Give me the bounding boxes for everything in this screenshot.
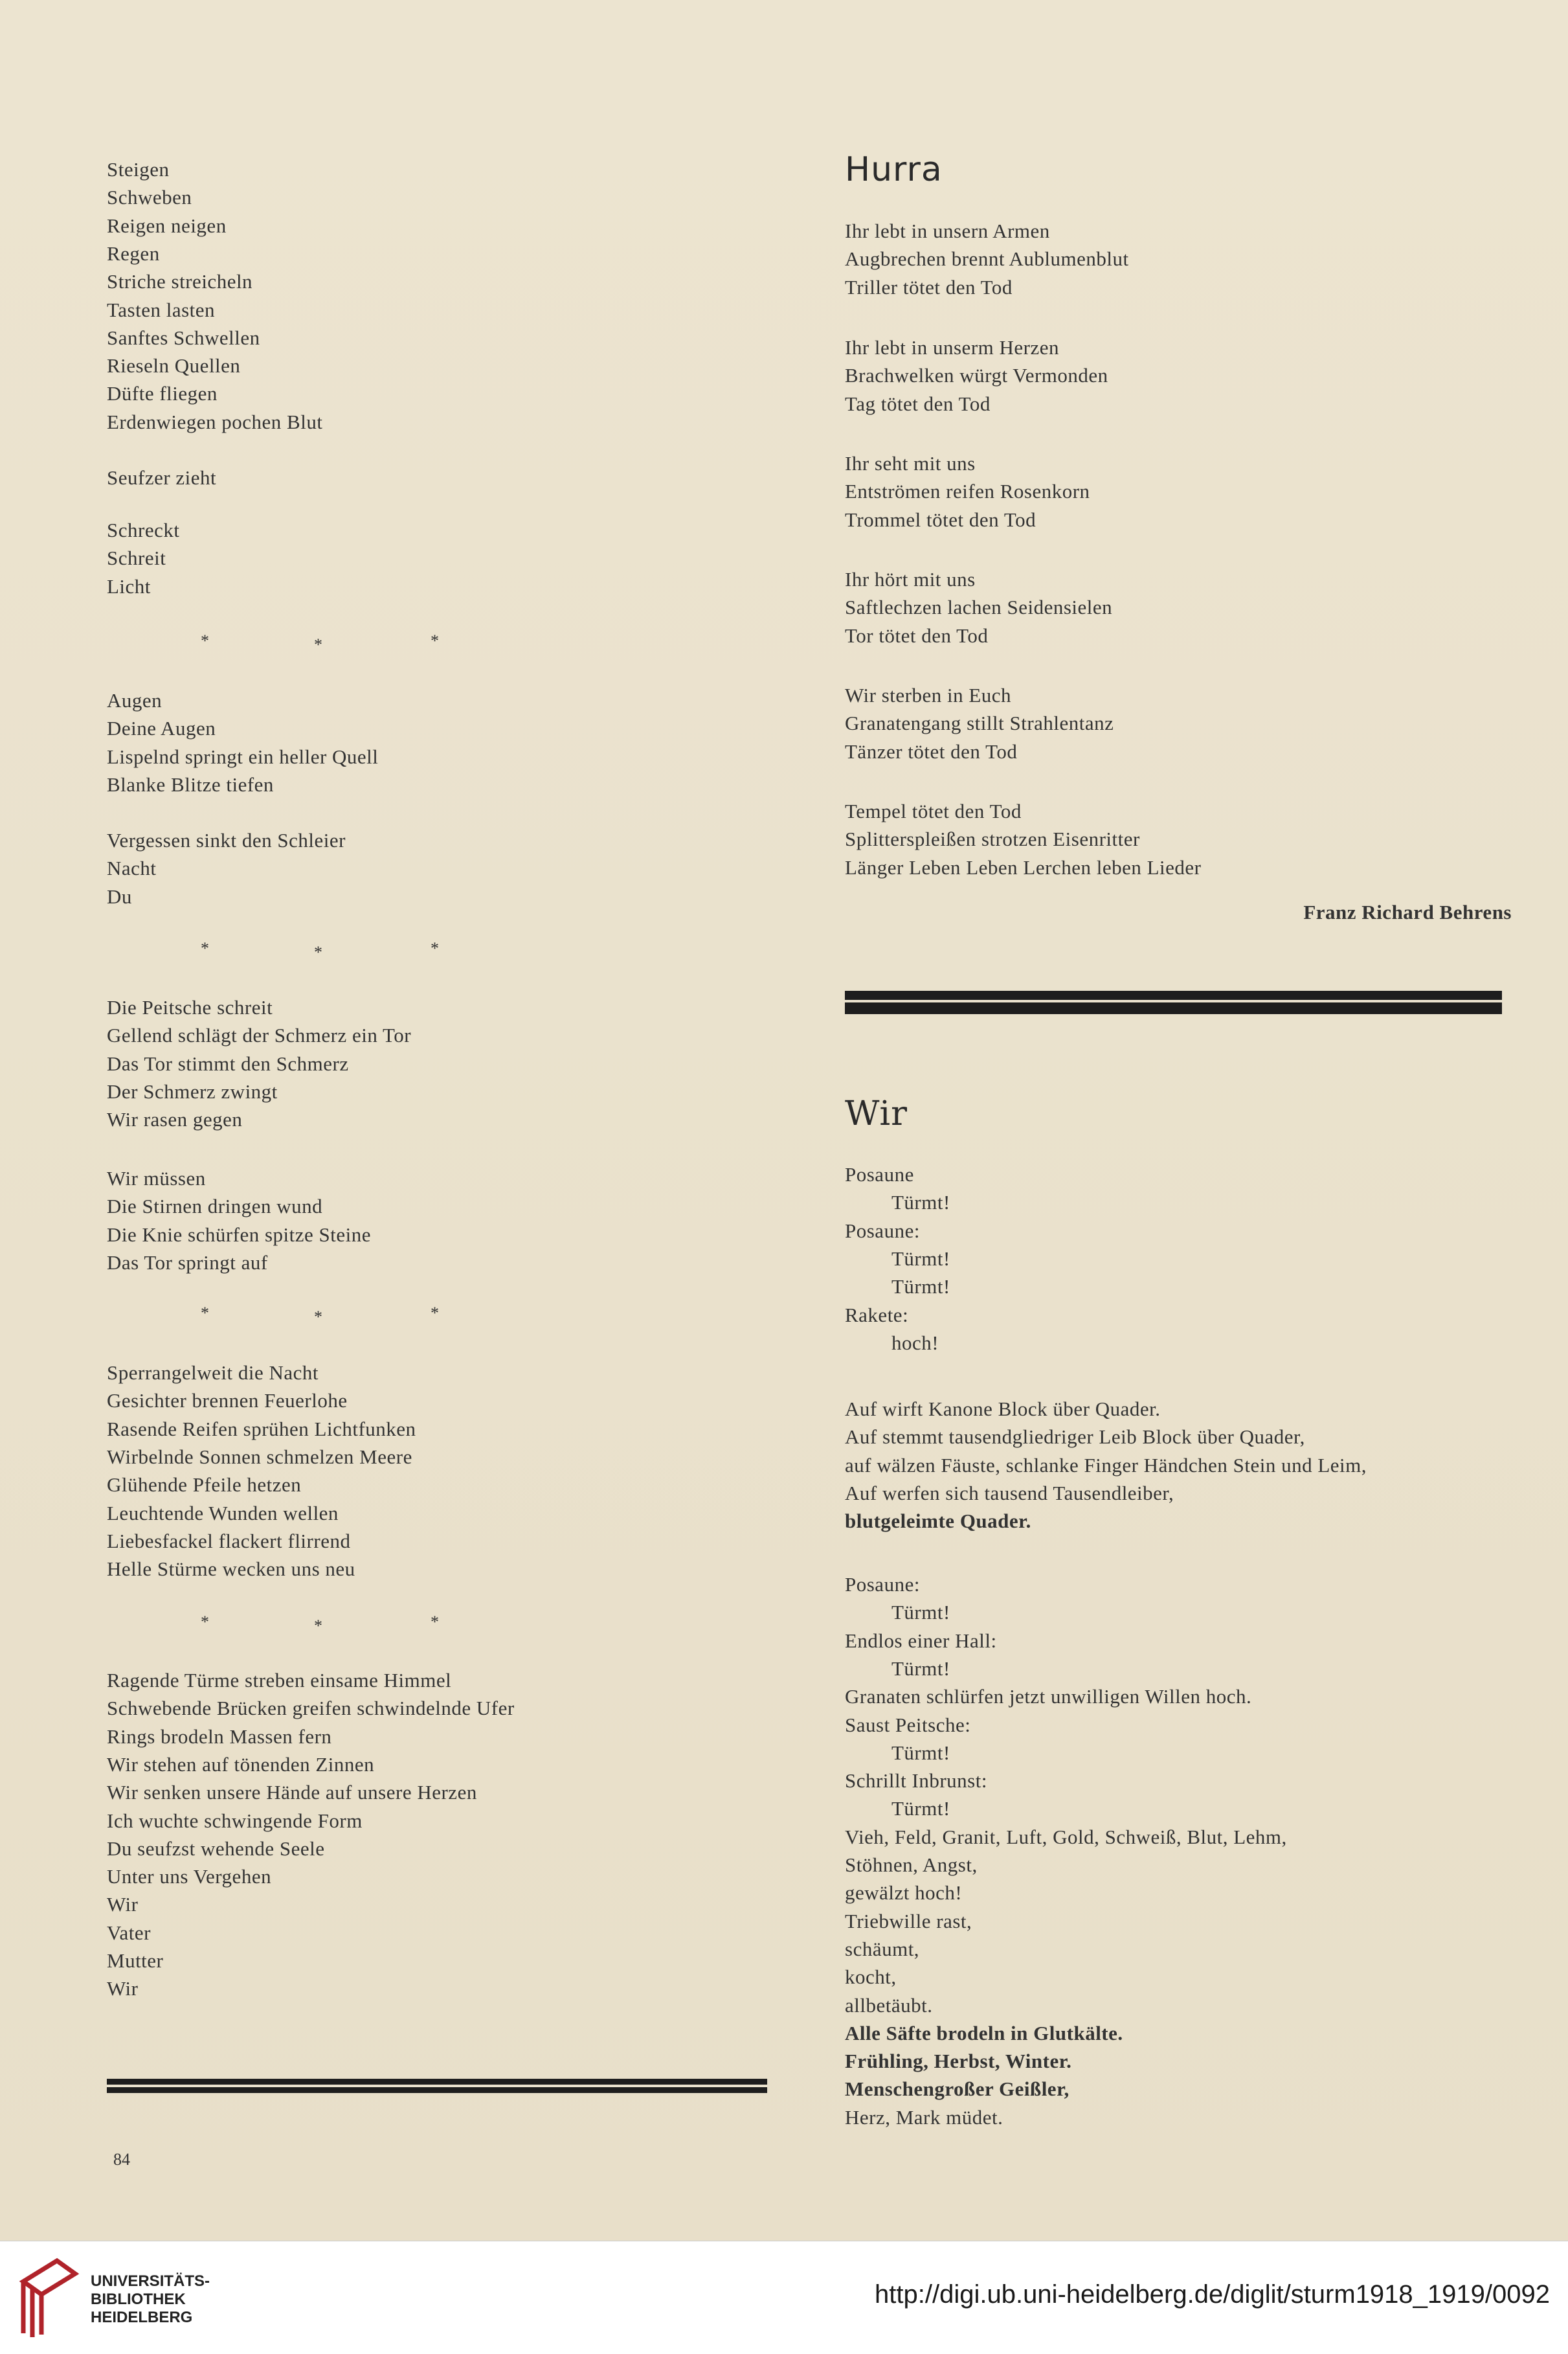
poem-line: Du seufzst wehende Seele xyxy=(107,1837,325,1860)
poem-line: auf wälzen Fäuste, schlanke Finger Händchen Stein und Leim, xyxy=(845,1453,1367,1477)
poem-line: Türmt! xyxy=(891,1797,950,1820)
library-logo-icon xyxy=(18,2256,80,2340)
poem-line: Schwebende Brücken greifen schwindelnde Ufer xyxy=(107,1697,515,1720)
poem-line: Menschengroßer Geißler, xyxy=(845,2077,1070,2101)
section-separator xyxy=(107,1613,456,1635)
poem-line: Rieseln Quellen xyxy=(107,354,241,378)
separator-star: * xyxy=(431,1304,439,1322)
poem-line: Wir senken unsere Hände auf unsere Herzen xyxy=(107,1781,477,1804)
poem-line: Türmt! xyxy=(891,1191,950,1214)
poem-line: Rakete: xyxy=(845,1303,909,1326)
poem-line: Posaune: xyxy=(845,1219,920,1242)
poem-line: Wir xyxy=(107,1977,139,2000)
poem-line: schäumt, xyxy=(845,1937,920,1960)
poem-line: Glühende Pfeile hetzen xyxy=(107,1473,302,1497)
poem-line: Regen xyxy=(107,242,160,265)
separator-star: * xyxy=(201,1304,209,1322)
separator-star: * xyxy=(201,1613,209,1631)
poem-line: Ich wuchte schwingende Form xyxy=(107,1809,363,1832)
poem-line: Leuchtende Wunden wellen xyxy=(107,1501,339,1524)
poem-line: Wir müssen xyxy=(107,1167,206,1190)
poem-line: Brachwelken würgt Vermonden xyxy=(845,364,1108,387)
poem-line: Saftlechzen lachen Seidensielen xyxy=(845,596,1113,619)
poem-line: Triebwille rast, xyxy=(845,1909,972,1932)
horizontal-rule xyxy=(107,2079,767,2093)
poem-line: Mutter xyxy=(107,1949,164,1972)
poem-line: Sanftes Schwellen xyxy=(107,326,260,349)
poem-line: Das Tor springt auf xyxy=(107,1251,268,1274)
poem-title: Wir xyxy=(845,1094,908,1133)
poem-line: Sperrangelweit die Nacht xyxy=(107,1361,319,1384)
poem-line: Türmt! xyxy=(891,1741,950,1764)
poem-line: Die Knie schürfen spitze Steine xyxy=(107,1223,372,1246)
poem-line: Ihr lebt in unserm Herzen xyxy=(845,336,1059,359)
poem-line: Herz, Mark müdet. xyxy=(845,2105,1003,2129)
poem-line: Das Tor stimmt den Schmerz xyxy=(107,1052,349,1075)
poem-line: Wirbelnde Sonnen schmelzen Meere xyxy=(107,1445,412,1468)
horizontal-rule xyxy=(845,991,1502,1014)
poem-line: Striche streicheln xyxy=(107,270,253,293)
poem-line: Saust Peitsche: xyxy=(845,1713,971,1736)
poem-line: Endlos einer Hall: xyxy=(845,1629,997,1652)
poem-line: Düfte fliegen xyxy=(107,382,218,405)
poem-line: Trommel tötet den Tod xyxy=(845,508,1036,531)
separator-star: * xyxy=(201,631,209,650)
poem-line: gewälzt hoch! xyxy=(845,1881,963,1905)
poem-line: Liebesfackel flackert flirrend xyxy=(107,1529,351,1552)
poem-line: Vergessen sinkt den Schleier xyxy=(107,829,346,852)
poem-line: Entströmen reifen Rosenkorn xyxy=(845,480,1090,503)
poem-line: Die Stirnen dringen wund xyxy=(107,1195,323,1218)
poem-line: Schrillt Inbrunst: xyxy=(845,1769,987,1793)
poem-line: Ihr seht mit uns xyxy=(845,452,976,475)
poem-line: Licht xyxy=(107,574,151,598)
poem-line: Rings brodeln Massen fern xyxy=(107,1725,332,1748)
poem-line: Ragende Türme streben einsame Himmel xyxy=(107,1669,452,1692)
poem-line: Die Peitsche schreit xyxy=(107,996,273,1019)
source-url-link[interactable]: http://digi.ub.uni-heidelberg.de/diglit/sturm1918_1919/0092 xyxy=(875,2280,1550,2309)
poem-line: Tasten lasten xyxy=(107,298,216,321)
library-name-line2: BIBLIOTHEK xyxy=(91,2291,186,2308)
poem-line: Rasende Reifen sprühen Lichtfunken xyxy=(107,1417,416,1440)
poem-line: Schreckt xyxy=(107,519,180,541)
poem-line: Triller tötet den Tod xyxy=(845,275,1013,299)
poem-line: Der Schmerz zwingt xyxy=(107,1080,278,1103)
poem-line: Türmt! xyxy=(891,1275,950,1298)
poem-line: Granaten schlürfen jetzt unwilligen Willen hoch. xyxy=(845,1685,1252,1708)
section-separator xyxy=(107,939,456,962)
poem-title: Hurra xyxy=(845,150,943,189)
poem-line: allbetäubt. xyxy=(845,1993,933,2017)
poem-line: Posaune: xyxy=(845,1573,920,1596)
separator-star: * xyxy=(431,1613,439,1631)
poem-line: Du xyxy=(107,885,132,908)
poem-line: Unter uns Vergehen xyxy=(107,1865,272,1888)
poem-line: Türmt! xyxy=(891,1601,950,1624)
poem-line: Stöhnen, Angst, xyxy=(845,1853,978,1876)
author-name: Franz Richard Behrens xyxy=(1303,901,1512,923)
poem-line: Wir sterben in Euch xyxy=(845,684,1012,707)
poem-line: blutgeleimte Quader. xyxy=(845,1510,1031,1533)
poem-line: Wir stehen auf tönenden Zinnen xyxy=(107,1752,375,1776)
separator-star: * xyxy=(314,1307,322,1326)
poem-line: Alle Säfte brodeln in Glutkälte. xyxy=(845,2021,1123,2044)
poem-line: Länger Leben Leben Lerchen leben Lieder xyxy=(845,855,1202,879)
poem-line: Blanke Blitze tiefen xyxy=(107,773,274,796)
page-number: 84 xyxy=(113,2150,130,2169)
separator-star: * xyxy=(431,939,439,958)
poem-line: Frühling, Herbst, Winter. xyxy=(845,2050,1072,2073)
poem-line: Lispelnd springt ein heller Quell xyxy=(107,745,379,768)
poem-line: Vieh, Feld, Granit, Luft, Gold, Schweiß, Blut, Lehm, xyxy=(845,1825,1287,1848)
poem-line: Reigen neigen xyxy=(107,214,227,237)
poem-line: kocht, xyxy=(845,1965,897,1989)
section-separator xyxy=(107,631,456,654)
poem-line: Gellend schlägt der Schmerz ein Tor xyxy=(107,1024,412,1047)
poem-line: Augen xyxy=(107,689,162,712)
poem-line: Splitterspleißen strotzen Eisenritter xyxy=(845,828,1140,851)
poem-line: Augbrechen brennt Aublumenblut xyxy=(845,247,1129,271)
separator-star: * xyxy=(314,943,322,962)
separator-star: * xyxy=(314,635,322,654)
poem-line: Ihr lebt in unsern Armen xyxy=(845,220,1050,242)
poem-line: Steigen xyxy=(107,158,170,181)
poem-line: Helle Stürme wecken uns neu xyxy=(107,1557,355,1581)
footer-bar xyxy=(0,2241,1568,2354)
poem-line: hoch! xyxy=(891,1331,939,1354)
poem-line: Nacht xyxy=(107,857,157,880)
poem-line: Tempel tötet den Tod xyxy=(845,800,1022,822)
poem-line: Auf wirft Kanone Block über Quader. xyxy=(845,1398,1161,1420)
poem-line: Türmt! xyxy=(891,1247,950,1270)
poem-line: Erdenwiegen pochen Blut xyxy=(107,410,323,433)
separator-star: * xyxy=(314,1616,322,1635)
poem-line: Wir xyxy=(107,1893,139,1916)
library-name-line1: UNIVERSITÄTS- xyxy=(91,2272,210,2290)
poem-line: Auf stemmt tausendgliedriger Leib Block über Quader, xyxy=(845,1425,1305,1449)
poem-line: Schreit xyxy=(107,547,166,570)
poem-line: Tänzer tötet den Tod xyxy=(845,740,1018,763)
poem-line: Tag tötet den Tod xyxy=(845,392,991,415)
poem-line: Türmt! xyxy=(891,1657,950,1680)
poem-line: Gesichter brennen Feuerlohe xyxy=(107,1389,348,1412)
poem-line: Vater xyxy=(107,1921,151,1944)
poem-line: Auf werfen sich tausend Tausendleiber, xyxy=(845,1481,1174,1504)
section-separator xyxy=(107,1304,456,1326)
library-name xyxy=(91,2272,210,2327)
separator-star: * xyxy=(431,631,439,650)
poem-line: Seufzer zieht xyxy=(107,466,217,489)
poem-line: Deine Augen xyxy=(107,717,216,740)
library-name-line3: HEIDELBERG xyxy=(91,2309,193,2326)
poem-line: Granatengang stillt Strahlentanz xyxy=(845,712,1114,735)
poem-line: Tor tötet den Tod xyxy=(845,624,989,647)
poem-line: Posaune xyxy=(845,1163,914,1186)
poem-line: Ihr hört mit uns xyxy=(845,568,976,591)
poem-line: Schweben xyxy=(107,186,192,209)
poem-line: Wir rasen gegen xyxy=(107,1108,243,1131)
separator-star: * xyxy=(201,939,209,958)
